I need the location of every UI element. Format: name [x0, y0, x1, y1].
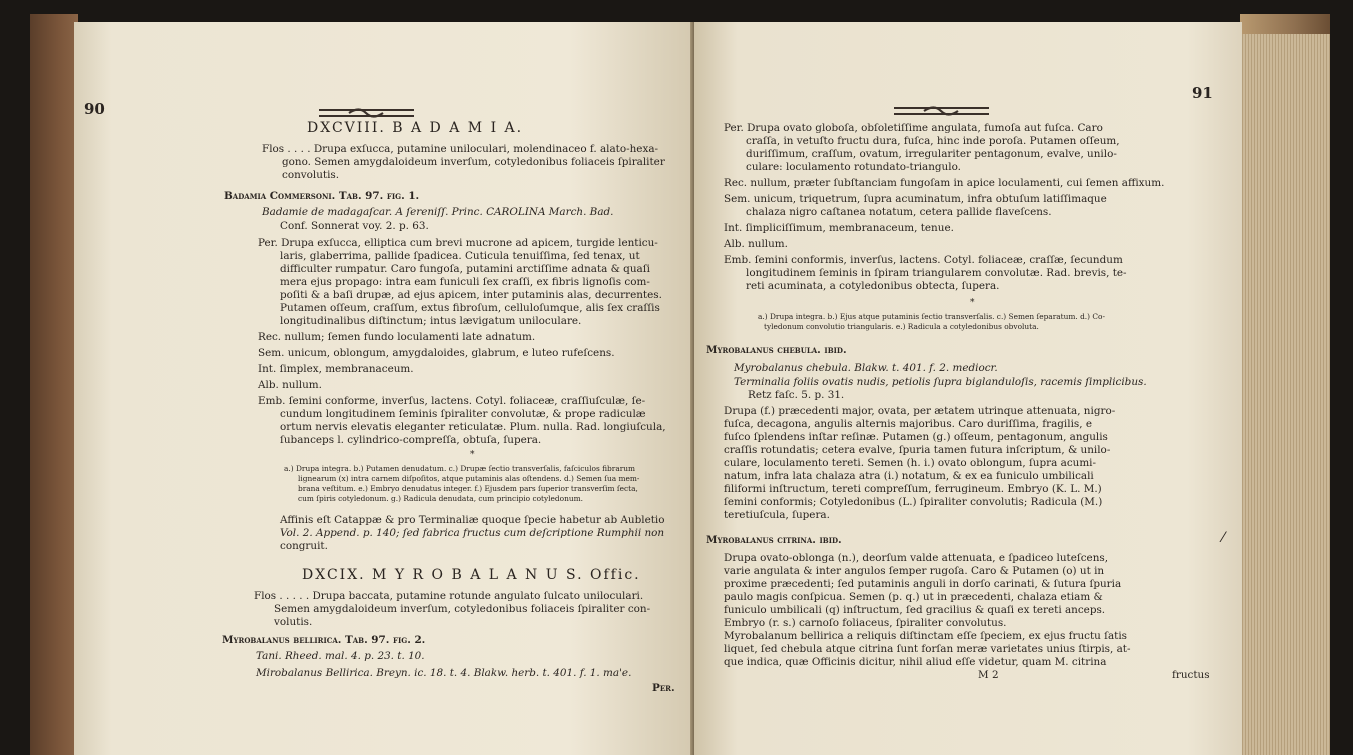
int-line: Int. ſimplex, membranaceum. — [258, 363, 414, 375]
header-ornament — [894, 104, 989, 118]
emb-line: ſubanceps l. cylindrico-compreſſa, obtuſa, ſupera. — [280, 434, 542, 446]
footnote-star: * — [970, 298, 975, 308]
citrina-line: Embryo (r. s.) carnoſo foliaceus, ſpiraliter convolutus. — [724, 617, 1007, 629]
citrina-line: Drupa ovato-oblonga (n.), deorſum valde attenuata, e ſpadiceo luteſcens, — [724, 552, 1109, 564]
signature-mark: M 2 — [978, 669, 999, 681]
per-line: duriſſimum, craſſum, ovatum, irregulariter pentagonum, evalve, unilo- — [746, 148, 1117, 160]
flos-line-2: gono. Semen amygdaloideum inverſum, cotyledonibus foliaceis ſpiraliter — [282, 156, 665, 168]
synonym-line: Myrobalanus chebula. Blakw. t. 401. f. 2. mediocr. — [734, 362, 998, 374]
synonym-line: Retz faſc. 5. p. 31. — [748, 389, 845, 401]
per-line: Putamen oſſeum, craſſum, extus fibroſum, celluloſumque, alis ſex craſſis — [280, 302, 660, 314]
footnote-star: * — [470, 450, 475, 460]
citrina-line: varie angulata & inter angulos ſemper rugoſa. Caro & Putamen (o) ut in — [724, 565, 1105, 577]
page-number: 91 — [1192, 84, 1213, 102]
species-entry: Myrobalanus citrina. ibid. — [706, 534, 842, 546]
chebula-line: filiformi inſtructum, tereti compreſſum, ferrugineum. Embryo (K. L. M.) — [724, 483, 1102, 495]
citrina-line: que indica, quæ Officinis dicitur, nihil aliud eſſe videtur, quam M. citrina — [724, 656, 1107, 668]
catchword: fructus — [1172, 669, 1210, 681]
chebula-line: culare, loculamento tereti. Semen (h. i.) ovato oblongum, ſupra acumi- — [724, 457, 1097, 469]
footnote-line: cum ſpiris cotyledonum. g.) Radicula denudata, cum principio cotyledonum. — [298, 494, 583, 503]
sem-line: Sem. unicum, oblongum, amygdaloides, glabrum, e luteo rufeſcens. — [258, 347, 615, 359]
per-line: longitudinalibus diſtinctum; intus lævigatum uniloculare. — [280, 315, 582, 327]
affinis-line: Affinis eſt Catappæ & pro Terminaliæ quoque ſpecie habetur ab Aubletio — [280, 514, 665, 526]
rec-line: Rec. nullum; ſemen fundo loculamenti late adnatum. — [258, 331, 536, 343]
page-edges — [1240, 34, 1330, 755]
synonym-line: Mirobalanus Bellirica. Breyn. ic. 18. t. 4. Blakw. herb. t. 401. f. 1. ma'e. — [256, 667, 632, 679]
sem-line: chalaza nigro caſtanea notatum, cetera pallide flaveſcens. — [746, 206, 1052, 218]
footnote-line: lignearum (x) intra carnem diſpoſitos, atque putaminis alas oſtendens. d.) Semen ſua mem- — [298, 474, 640, 483]
chebula-line: natum, infra lata chalaza atra (i.) notatum, & ex ea funiculo umbilicali — [724, 470, 1094, 482]
flos2-line: volutis. — [274, 616, 313, 628]
right-page — [694, 22, 1242, 755]
citrina-line: Myrobalanum bellirica a reliquis diſtinctam eſſe ſpeciem, ex ejus fructu ſatis — [724, 630, 1127, 642]
alb-line: Alb. nullum. — [258, 379, 322, 391]
pen-mark: ⁄ — [1222, 530, 1225, 546]
per-line: craſſa, in vetuſto fructu dura, fuſca, hinc inde poroſa. Putamen oſſeum, — [746, 135, 1120, 147]
per-line: laris, glaberrima, pallide ſpadicea. Cuticula tenuiſſima, ſed tenax, ut — [280, 250, 640, 262]
emb-line: longitudinem ſeminis in ſpiram triangularem convolutæ. Rad. brevis, te- — [746, 267, 1127, 279]
per-line: difficulter rumpatur. Caro fungoſa, putamini arctiſſime adnata & quaſi — [280, 263, 650, 275]
flos-line-1: Flos . . . . Drupa exſucca, putamine uniloculari, molendinaceo f. alato-hexa- — [262, 143, 659, 155]
per-line: mera ejus propago: intra eam funiculi ſex craſſi, ex fibris lignoſis com- — [280, 276, 650, 288]
catchword: Per. — [652, 682, 675, 694]
chebula-line: fuſco ſplendens inſtar reſinæ. Putamen (g.) oſſeum, pentagonum, angulis — [724, 431, 1108, 443]
per-line: Per. Drupa exſucca, elliptica cum brevi mucrone ad apicem, turgide lenticu- — [258, 237, 658, 249]
species-entry: Myrobalanus chebula. ibid. — [706, 344, 847, 356]
synonym-line: Badamie de madagaſcar. A ſereniſſ. Princ. CAROLINA March. Bad. — [262, 206, 614, 218]
left-page — [74, 22, 694, 755]
emb-line: cundum longitudinem ſeminis ſpiraliter convolutæ, & prope radiculæ — [280, 408, 646, 420]
sem-line: Sem. unicum, triquetrum, ſupra acuminatum, infra obtuſum latiſſimaque — [724, 193, 1107, 205]
citrina-line: proxime præcedenti; ſed putaminis anguli in dorſo carinati, & ſutura ſpuria — [724, 578, 1122, 590]
synonym-line: Tani. Rheed. mal. 4. p. 23. t. 10. — [256, 650, 425, 662]
emb-line: Emb. ſemini conforme, inverſus, lactens. Cotyl. foliaceæ, craſſiuſculæ, ſe- — [258, 395, 646, 407]
per-line: poſiti & a baſi drupæ, ad ejus apicem, inter putaminis alas, decurrentes. — [280, 289, 662, 301]
emb-line: reti acuminata, a cotyledonibus obtecta, ſupera. — [746, 280, 1000, 292]
synonym-line: Conf. Sonnerat voy. 2. p. 63. — [280, 220, 429, 232]
chebula-line: craſſis rotundatis; cetera evalve, ſpuria tamen futura inſcriptum, & unilo- — [724, 444, 1111, 456]
flos-line-3: convolutis. — [282, 169, 340, 181]
citrina-line: paulo magis conſpicua. Semen (p. q.) ut in præcedenti, chalaza etiam & — [724, 591, 1103, 603]
species-entry: Myrobalanus bellirica. Tab. 97. fig. 2. — [222, 634, 426, 646]
affinis-line: Vol. 2. Append. p. 140; ſed fabrica fructus cum deſcriptione Rumphii non — [280, 527, 665, 539]
emb-line: ortum nervis elevatis eleganter reticulatæ. Plum. nulla. Rad. longiuſcula, — [280, 421, 666, 433]
citrina-line: liquet, ſed chebula atque citrina ſunt forſan meræ varietates unius ſtirpis, at- — [724, 643, 1131, 655]
synonym-line: Terminalia foliis ovatis nudis, petiolis ſupra biglanduloſis, racemis ſimplicibus. — [734, 376, 1147, 388]
chebula-line: Drupa (f.) præcedenti major, ovata, per ætatem utrinque attenuata, nigro- — [724, 405, 1116, 417]
section-heading: DXCVIII. B A D A M I A. — [307, 120, 524, 136]
chebula-line: ſemini conformis; Cotyledonibus (L.) ſpiraliter convolutis; Radicula (M.) — [724, 496, 1103, 508]
header-ornament — [319, 106, 414, 120]
species-entry: Badamia Commerſoni. Tab. 97. fig. 1. — [224, 190, 420, 202]
affinis-line: congruit. — [280, 540, 328, 552]
footnote-line: brana veſtitum. e.) Embryo denudatus integer. f.) Ejusdem pars ſuperior transverſim ſecta, — [298, 484, 638, 493]
per-line: Per. Drupa ovato globoſa, obſoletiſſime angulata, fumoſa aut fuſca. Caro — [724, 122, 1103, 134]
flos2-line: Semen amygdaloideum inverſum, cotyledonibus foliaceis ſpiraliter con- — [274, 603, 651, 615]
rec-line: Rec. nullum, præter ſubſtanciam fungoſam in apice loculamenti, cui ſemen affixum. — [724, 177, 1165, 189]
footnote-line: tyledonum convolutio triangularis. e.) Radicula a cotyledonibus obvoluta. — [764, 322, 1039, 331]
per-line: culare: loculamento rotundato-triangulo. — [746, 161, 961, 173]
section-heading-2: DXCIX. M Y R O B A L A N U S. Offic. — [302, 567, 641, 583]
open-book — [30, 14, 1330, 755]
chebula-line: fuſca, decagona, angulis alternis majoribus. Caro duriſſima, fragilis, e — [724, 418, 1092, 430]
chebula-line: teretiuſcula, ſupera. — [724, 509, 830, 521]
int-line: Int. ſimpliciſſimum, membranaceum, tenue. — [724, 222, 954, 234]
left-cover — [30, 14, 78, 755]
footnote-line: a.) Drupa integra. b.) Ejus atque putaminis ſectio transverſalis. c.) Semen ſeparatum. d.) Co- — [758, 312, 1105, 321]
flos2-line: Flos . . . . . Drupa baccata, putamine rotunde angulato ſulcato uniloculari. — [254, 590, 644, 602]
footnote-line: a.) Drupa integra. b.) Putamen denudatum. c.) Drupæ ſectio transverſalis, faſciculos fibrarum — [284, 464, 636, 473]
page-number: 90 — [84, 100, 105, 118]
emb-line: Emb. ſemini conformis, inverſus, lactens. Cotyl. foliaceæ, craſſæ, ſecundum — [724, 254, 1123, 266]
citrina-line: funiculo umbilicali (q) inſtructum, ſed gracilius & quaſi ex tereti anceps. — [724, 604, 1106, 616]
alb-line: Alb. nullum. — [724, 238, 788, 250]
